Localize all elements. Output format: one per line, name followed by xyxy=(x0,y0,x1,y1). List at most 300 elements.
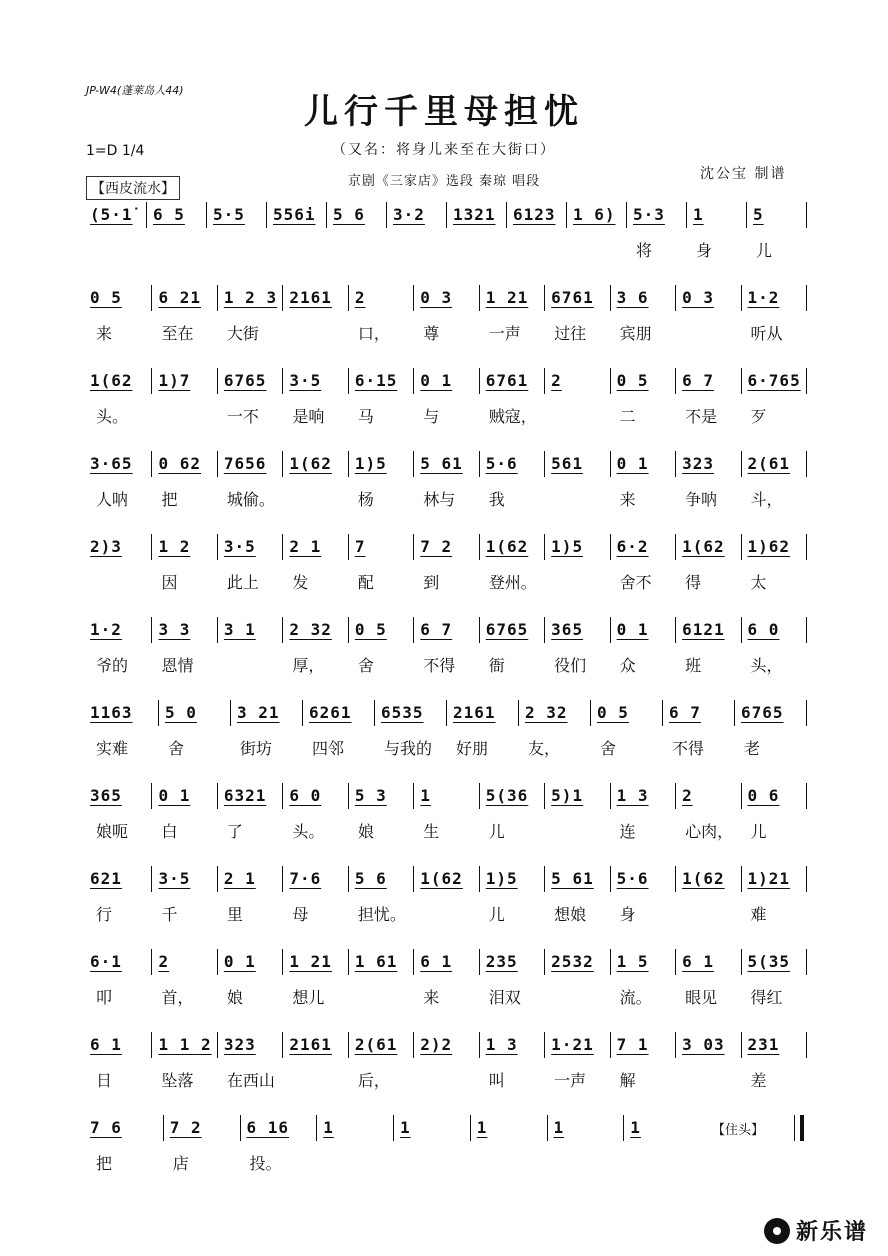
measure-notes: 6 16 xyxy=(246,1118,290,1137)
bar-line xyxy=(610,783,611,809)
measure-notes: 1 21 xyxy=(289,952,332,971)
bar-line xyxy=(146,202,147,228)
measure-notes: 3·5 xyxy=(289,371,322,390)
measure xyxy=(610,451,675,477)
measure xyxy=(544,285,609,311)
lyric-text: 众 xyxy=(619,656,636,675)
measure xyxy=(626,202,686,228)
measure xyxy=(675,1032,740,1058)
measure xyxy=(348,949,413,975)
bar-line xyxy=(544,534,545,560)
lyric-text: 与 xyxy=(423,407,440,426)
lyric-text: 难 xyxy=(750,905,767,924)
lyric-text: 太 xyxy=(750,573,767,592)
bar-line xyxy=(470,1115,471,1141)
arranger-credit: 沈公宝 制谱 xyxy=(700,166,787,182)
measure-notes: 6·765 xyxy=(747,371,801,390)
lyric-text: 头， xyxy=(750,656,783,675)
measure-notes: 2532 xyxy=(551,952,594,971)
measure-notes: 1(62 xyxy=(682,537,725,556)
measure-notes: 561 xyxy=(551,454,584,473)
measure xyxy=(86,866,151,892)
bar-line xyxy=(675,866,676,892)
bar-line xyxy=(806,617,807,643)
bar-line xyxy=(626,202,627,228)
measure-notes: 0 1 xyxy=(223,952,256,971)
measure xyxy=(86,617,151,643)
measure-notes: 2 xyxy=(682,786,693,805)
lyric-text: 发 xyxy=(292,573,309,592)
measure-notes: 1 3 xyxy=(616,786,649,805)
lyric-text: 母 xyxy=(292,905,309,924)
measure-notes: 0 3 xyxy=(420,288,453,307)
lyric-text: 街坊 xyxy=(240,739,273,758)
measure-notes: 1 2 3 xyxy=(223,288,278,307)
measure-notes: 365 xyxy=(551,620,584,639)
lyric-text: 把 xyxy=(161,490,178,509)
bar-line xyxy=(741,617,742,643)
measure-notes: 6535 xyxy=(381,703,424,722)
measure xyxy=(282,866,347,892)
bar-line xyxy=(282,949,283,975)
measure-notes: 231 xyxy=(747,1035,780,1054)
bar-line xyxy=(806,368,807,394)
measure xyxy=(86,451,151,477)
measure xyxy=(741,534,806,560)
bar-line xyxy=(151,285,152,311)
measure-notes: 6 1 xyxy=(420,952,453,971)
measure xyxy=(348,866,413,892)
measure xyxy=(544,451,609,477)
measure-notes: 5·3 xyxy=(633,205,665,224)
measure-notes: 3 6 xyxy=(616,288,649,307)
bar-line xyxy=(413,451,414,477)
bar-line xyxy=(413,866,414,892)
measure-notes: 5 0 xyxy=(165,703,197,722)
lyric-text: 我 xyxy=(488,490,505,509)
measure xyxy=(479,783,544,809)
bar-line xyxy=(741,783,742,809)
bar-line xyxy=(151,866,152,892)
measure xyxy=(734,700,806,726)
measure-notes: 1)5 xyxy=(485,869,518,888)
measure xyxy=(413,617,478,643)
measure-notes: 5 6 xyxy=(354,869,387,888)
bar-line xyxy=(348,285,349,311)
measure xyxy=(544,534,609,560)
bar-line xyxy=(741,368,742,394)
bar-line xyxy=(393,1115,394,1141)
lyric-text: 实难 xyxy=(96,739,129,758)
bar-line xyxy=(479,617,480,643)
lyric-text: 来 xyxy=(423,988,440,1007)
bar-line xyxy=(675,1032,676,1058)
lyric-text: 担忧。 xyxy=(357,905,406,924)
measure xyxy=(610,534,675,560)
measure xyxy=(86,285,151,311)
bar-line xyxy=(479,285,480,311)
bar-line xyxy=(151,617,152,643)
measure-notes: 2161 xyxy=(289,288,332,307)
measure-notes: 1 xyxy=(420,786,431,805)
measure xyxy=(413,534,478,560)
bar-line xyxy=(544,617,545,643)
bar-line xyxy=(282,866,283,892)
bar-line xyxy=(413,1032,414,1058)
measure xyxy=(206,202,266,228)
bar-line xyxy=(386,202,387,228)
bar-line xyxy=(151,534,152,560)
measure xyxy=(217,783,282,809)
measure-notes: 6 21 xyxy=(158,288,201,307)
measure xyxy=(544,866,609,892)
lyric-text: 心肉， xyxy=(685,822,734,841)
measure-notes: 5 61 xyxy=(551,869,594,888)
measure-notes: 6261 xyxy=(309,703,352,722)
measure xyxy=(741,866,806,892)
measure xyxy=(662,700,734,726)
measure xyxy=(348,783,413,809)
lyric-text: 一声 xyxy=(554,1071,587,1090)
measure-notes: 1)7 xyxy=(158,371,191,390)
bar-line xyxy=(217,617,218,643)
measure-notes: 1 xyxy=(553,1118,565,1137)
lyric-text: 人呐 xyxy=(96,490,129,509)
lyric-text: 斗， xyxy=(750,490,783,509)
measure xyxy=(217,368,282,394)
measure-notes: 3 03 xyxy=(682,1035,725,1054)
lyric-text: 身 xyxy=(619,905,636,924)
score-row xyxy=(0,368,888,448)
measure xyxy=(282,949,347,975)
measure xyxy=(386,202,446,228)
lyric-text: 得红 xyxy=(750,988,783,1007)
measure-notes: 1 xyxy=(693,205,704,224)
bar-line xyxy=(282,1032,283,1058)
lyric-text: 衙 xyxy=(488,656,505,675)
lyric-text: 坠落 xyxy=(161,1071,194,1090)
measure-notes: 2)2 xyxy=(420,1035,453,1054)
lyric-line xyxy=(0,570,888,592)
measure-notes: 7656 xyxy=(223,454,267,473)
measure xyxy=(610,285,675,311)
bar-line xyxy=(623,1115,624,1141)
measure-notes: 1(62 xyxy=(485,537,529,556)
measure xyxy=(374,700,446,726)
measure xyxy=(217,866,282,892)
bar-line xyxy=(282,285,283,311)
lyric-text: 城偷。 xyxy=(226,490,275,509)
measure xyxy=(470,1115,547,1141)
measure-notes: 7 2 xyxy=(169,1118,202,1137)
measure-notes: 6·2 xyxy=(616,537,649,556)
measure xyxy=(151,1032,216,1058)
measure-notes: 1)21 xyxy=(747,869,791,888)
measure xyxy=(590,700,662,726)
page-title: 儿行千里母担忧 xyxy=(304,92,584,132)
measure xyxy=(741,285,806,311)
bar-line xyxy=(217,534,218,560)
lyric-line xyxy=(0,404,888,426)
measure-notes: 1 xyxy=(630,1118,641,1137)
measure xyxy=(741,1032,806,1058)
measure xyxy=(217,534,282,560)
measure xyxy=(741,368,806,394)
bar-line xyxy=(479,451,480,477)
measure xyxy=(544,617,609,643)
measure-notes: 0 1 xyxy=(158,786,191,805)
measure-notes: 6·15 xyxy=(354,371,398,390)
lyric-text: 友， xyxy=(528,739,561,758)
lyric-text: 听从 xyxy=(750,324,783,343)
lyric-text: 不得 xyxy=(423,656,456,675)
measure xyxy=(741,617,806,643)
bar-line xyxy=(217,866,218,892)
measure-notes: 1·21 xyxy=(551,1035,594,1054)
bar-line xyxy=(675,368,676,394)
measure xyxy=(479,866,544,892)
lyric-text: 儿 xyxy=(488,905,505,924)
bar-line xyxy=(675,534,676,560)
bar-line xyxy=(741,534,742,560)
bar-line xyxy=(544,949,545,975)
lyric-text: 宾朋 xyxy=(619,324,652,343)
measure xyxy=(479,534,544,560)
lyric-text: 不是 xyxy=(685,407,718,426)
measure-notes: 556i xyxy=(273,205,316,224)
measure-notes: 5)1 xyxy=(551,786,584,805)
lyric-text: 争呐 xyxy=(685,490,718,509)
measure xyxy=(675,617,740,643)
score-row xyxy=(0,1115,888,1195)
measure-notes: 2 1 xyxy=(223,869,256,888)
measure xyxy=(86,202,146,228)
measure-notes: 7 xyxy=(354,537,366,556)
bar-line xyxy=(806,285,807,311)
measure xyxy=(266,202,326,228)
measure xyxy=(282,1032,347,1058)
measure xyxy=(151,949,216,975)
lyric-text: 舍不 xyxy=(619,573,652,592)
bar-line xyxy=(806,949,807,975)
measure-notes: 1 61 xyxy=(354,952,398,971)
measure-notes: 0 5 xyxy=(616,371,649,390)
measure-notes: 1(62 xyxy=(682,869,725,888)
bar-line xyxy=(266,202,267,228)
lyric-text: 里 xyxy=(226,905,243,924)
score-row xyxy=(0,617,888,697)
measure-notes: 2 xyxy=(158,952,170,971)
lyric-line xyxy=(0,985,888,1007)
lyric-text: 役们 xyxy=(554,656,587,675)
lyric-text: 到 xyxy=(423,573,440,592)
lyric-text: 想娘 xyxy=(554,905,587,924)
bar-line xyxy=(348,368,349,394)
bar-line xyxy=(675,285,676,311)
bar-line xyxy=(544,1032,545,1058)
measure xyxy=(282,783,347,809)
bar-line xyxy=(316,1115,317,1141)
bar-line xyxy=(479,1032,480,1058)
bar-line xyxy=(282,368,283,394)
bar-line xyxy=(217,451,218,477)
lyric-text: 一声 xyxy=(488,324,521,343)
lyric-text: 杨 xyxy=(357,490,374,509)
lyric-line xyxy=(0,819,888,841)
lyric-text: 白 xyxy=(161,822,178,841)
key-signature: 1=D 1/4 xyxy=(86,143,145,159)
measure-notes: 5·6 xyxy=(485,454,518,473)
measure-notes: 6761 xyxy=(551,288,594,307)
measure xyxy=(348,534,413,560)
measure-notes: 0 5 xyxy=(597,703,629,722)
measure-notes: 3·5 xyxy=(158,869,191,888)
measure-notes: 6 1 xyxy=(682,952,714,971)
measure xyxy=(348,617,413,643)
measure xyxy=(86,700,158,726)
measure xyxy=(610,866,675,892)
bar-line xyxy=(806,866,807,892)
lyric-text: 大街 xyxy=(226,324,259,343)
measure-notes: 1163 xyxy=(90,703,133,722)
bar-line xyxy=(326,202,327,228)
bar-line xyxy=(282,617,283,643)
bar-line xyxy=(610,285,611,311)
score-row xyxy=(0,534,888,614)
bar-line xyxy=(806,202,807,228)
score-row xyxy=(0,700,888,780)
lyric-text: 头。 xyxy=(292,822,325,841)
lyric-text: 与我的 xyxy=(384,739,433,758)
bar-line xyxy=(741,1032,742,1058)
bar-line xyxy=(675,949,676,975)
bar-line xyxy=(348,783,349,809)
measure xyxy=(446,700,518,726)
measure xyxy=(675,534,740,560)
measure-notes: 3·5 xyxy=(223,537,256,556)
measure xyxy=(151,534,216,560)
lyric-text: 娘 xyxy=(357,822,374,841)
source-note: 京剧《三家店》选段 秦琼 唱段 xyxy=(347,174,541,189)
measure-notes: (5·1̇ xyxy=(90,205,133,224)
measure xyxy=(547,1115,624,1141)
bar-line xyxy=(806,783,807,809)
measure xyxy=(479,451,544,477)
lyric-text: 四邻 xyxy=(312,739,345,758)
bar-line xyxy=(741,451,742,477)
score-row xyxy=(0,285,888,365)
measure-notes: 7 1 xyxy=(616,1035,649,1054)
bar-line xyxy=(217,285,218,311)
measure-notes: 1(62 xyxy=(289,454,332,473)
bar-line xyxy=(566,202,567,228)
measure-notes: 365 xyxy=(90,786,122,805)
lyric-text: 千 xyxy=(161,905,178,924)
measure-notes: 1 6) xyxy=(573,205,616,224)
measure xyxy=(217,1032,282,1058)
bar-line xyxy=(547,1115,548,1141)
bar-line xyxy=(479,783,480,809)
measure-notes: 323 xyxy=(682,454,714,473)
measure xyxy=(151,368,216,394)
measure-notes: 1 3 xyxy=(485,1035,518,1054)
measure-notes: 5(36 xyxy=(485,786,529,805)
measure xyxy=(518,700,590,726)
measure xyxy=(146,202,206,228)
bar-line xyxy=(734,700,735,726)
bar-line xyxy=(806,451,807,477)
measure xyxy=(610,783,675,809)
bar-line xyxy=(230,700,231,726)
bar-line xyxy=(675,783,676,809)
measure-notes: 2 xyxy=(551,371,562,390)
bar-line xyxy=(348,534,349,560)
measure xyxy=(544,949,609,975)
measure-notes: 2161 xyxy=(289,1035,332,1054)
lyric-line xyxy=(0,1151,888,1173)
score-row xyxy=(0,1032,888,1112)
logo-text: 新乐谱 xyxy=(796,1220,869,1245)
measure xyxy=(282,285,347,311)
measure-notes: 0 6 xyxy=(747,786,780,805)
measure xyxy=(623,1115,700,1141)
measure xyxy=(675,783,740,809)
measure xyxy=(158,700,230,726)
site-logo xyxy=(764,1215,868,1246)
lyric-text: 儿 xyxy=(756,241,773,260)
measure-notes: 6·1 xyxy=(90,952,122,971)
measure-notes: 0 5 xyxy=(90,288,122,307)
measure-notes: 1321 xyxy=(453,205,496,224)
measure xyxy=(86,949,151,975)
measure xyxy=(479,285,544,311)
measure-notes: 3·65 xyxy=(90,454,133,473)
lyric-text: 至在 xyxy=(161,324,194,343)
lyric-line xyxy=(0,487,888,509)
lyric-text: 投。 xyxy=(249,1154,282,1173)
lyric-text: 一不 xyxy=(226,407,259,426)
lyric-text: 贼寇， xyxy=(488,407,537,426)
bar-line xyxy=(610,451,611,477)
bar-line xyxy=(610,617,611,643)
measure xyxy=(479,617,544,643)
measure xyxy=(675,368,740,394)
bar-line xyxy=(217,949,218,975)
bar-line xyxy=(413,949,414,975)
measure xyxy=(675,866,740,892)
measure xyxy=(413,285,478,311)
bar-line xyxy=(479,534,480,560)
measure-notes: 5 61 xyxy=(420,454,463,473)
lyric-text: 生 xyxy=(423,822,440,841)
measure xyxy=(217,285,282,311)
lyric-text: 流。 xyxy=(619,988,652,1007)
bar-line xyxy=(348,617,349,643)
bar-line xyxy=(348,949,349,975)
measure xyxy=(413,783,478,809)
measure-notes: 2161 xyxy=(453,703,496,722)
measure xyxy=(86,1032,151,1058)
bar-line xyxy=(413,783,414,809)
measure xyxy=(544,783,609,809)
measure xyxy=(282,368,347,394)
measure-notes: 5 xyxy=(753,205,764,224)
measure xyxy=(506,202,566,228)
bar-line xyxy=(479,949,480,975)
bar-line xyxy=(544,866,545,892)
measure-notes: 1 xyxy=(400,1118,411,1137)
lyric-text: 马 xyxy=(357,407,374,426)
